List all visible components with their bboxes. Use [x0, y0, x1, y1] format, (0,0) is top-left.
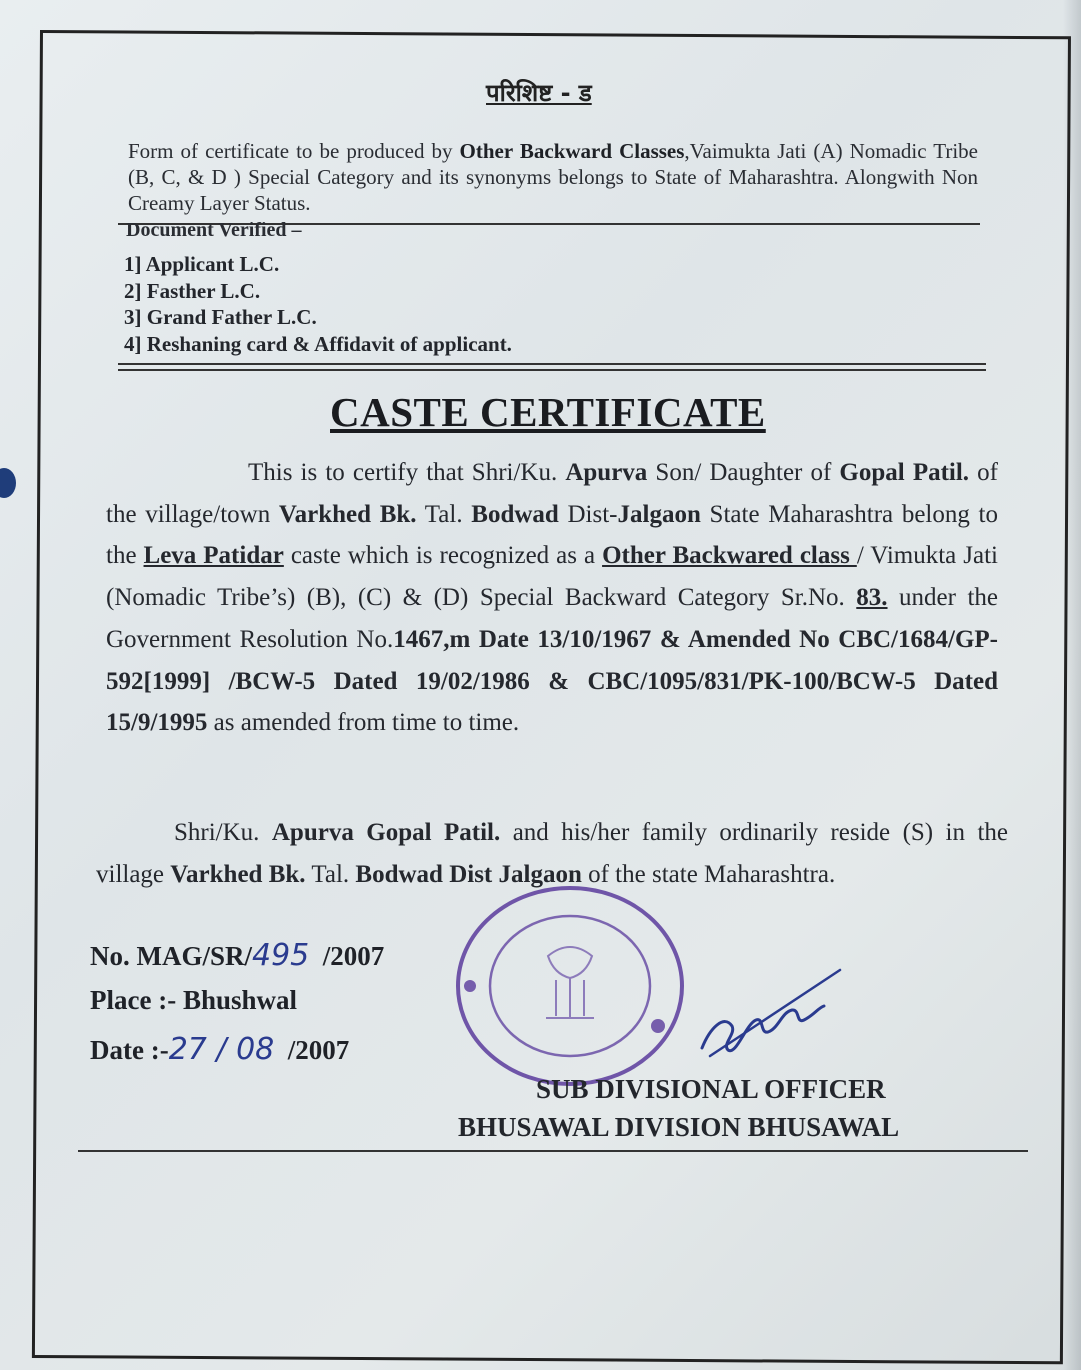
certificate-title: CASTE CERTIFICATE [330, 389, 766, 435]
divider-rule [118, 369, 986, 371]
list-item: 1] Applicant L.C. [124, 252, 280, 276]
list-item: 4] Reshaning card & Affidavit of applicant. [124, 331, 512, 356]
issue-date: Date :-27 / 08 /2007 [90, 1032, 350, 1067]
documents-heading: Document Verified – [126, 219, 302, 241]
signatory-title: SUB DIVISIONAL OFFICER [536, 1074, 886, 1104]
appendix-title: परिशिष्ट - ड [486, 79, 592, 107]
officer-signature [690, 966, 850, 1066]
form-description: Form of certificate to be produced by Other Backward Classes,Vaimukta Jati (A) Nomadic Tribe (B, C, & D ) Special Category and its synonyms belongs to State of Maharashtra. Alongwith Non Creamy Layer Status. [128, 139, 978, 215]
documents-list [124, 251, 512, 357]
issue-place: Place :- Bhushwal [90, 985, 298, 1015]
official-seal-stamp [448, 876, 698, 1096]
certificate-number: No. MAG/SR/495 /2007 [90, 938, 385, 973]
bottom-rule [78, 1150, 1028, 1152]
divider-rule [118, 363, 986, 365]
list-item: 3] Grand Father L.C. [124, 305, 317, 329]
certificate-body: This is to certify that Shri/Ku. Apurva Son/ Daughter of Gopal Patil. of the village/town Varkhed Bk. Tal. Bodwad Dist-Jalgaon State Maharashtra belong to the Leva Patidar caste which is recognized as a Other Backwared class / Vimukta Jati (Nomadic Tribe’s) (B), (C) & (D) Special Backward Category Sr.No. 83. under the Government Resolution No.1467,m Date 13/10/1967 & Amended No CBC/1684/GP-592[1999] /BCW-5 Dated 19/02/1986 & CBC/1095/831/PK-100/BCW-5 Dated 15/9/1995 as amended from time to time. [106, 459, 998, 737]
signatory-division: BHUSAWAL DIVISION BHUSAWAL [458, 1112, 900, 1142]
list-item: 2] Fasther L.C. [124, 278, 261, 303]
residence-statement: Shri/Ku. Apurva Gopal Patil. and his/her family ordinarily reside (S) in the village Varkhed Bk. Tal. Bodwad Dist Jalgaon of the state Maharashtra. [96, 819, 1008, 888]
